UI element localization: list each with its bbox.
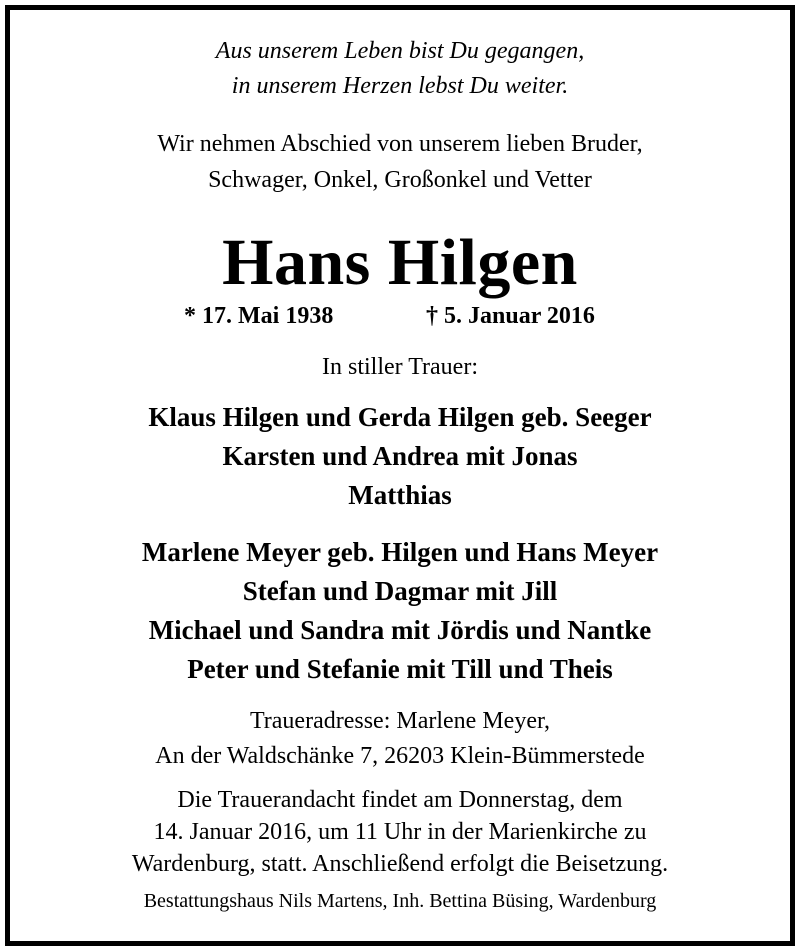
family-line: Marlene Meyer geb. Hilgen und Hans Meyer <box>141 537 659 567</box>
motto-line-1: Aus unserem Leben bist Du gegangen, <box>215 38 585 64</box>
death-date: † 5. Januar 2016 <box>426 303 595 329</box>
family-line: Michael und Sandra mit Jördis und Nantke <box>148 615 652 645</box>
family-line: Matthias <box>348 480 452 510</box>
deceased-name: Hans Hilgen <box>222 226 578 299</box>
service-line-1: Die Trauerandacht findet am Donnerstag, dem <box>177 787 623 813</box>
service-line-2: 14. Januar 2016, um 11 Uhr in der Marienkirche zu <box>153 819 647 845</box>
family-line: Stefan und Dagmar mit Jill <box>242 576 558 606</box>
service-line-3: Wardenburg, statt. Anschließend erfolgt die Beisetzung. <box>131 851 669 877</box>
intro-line-1: Wir nehmen Abschied von unserem lieben Bruder, <box>157 131 643 157</box>
family-line: Karsten und Andrea mit Jonas <box>222 441 578 471</box>
intro-line-2: Schwager, Onkel, Großonkel und Vetter <box>208 167 592 193</box>
undertaker-line: Bestattungshaus Nils Martens, Inh. Bettina Büsing, Wardenburg <box>143 890 657 912</box>
life-dates <box>10 304 790 330</box>
family-line: Peter und Stefanie mit Till und Theis <box>187 654 613 684</box>
family-line: Klaus Hilgen und Gerda Hilgen geb. Seeger <box>148 402 652 432</box>
motto-line-2: in unserem Herzen lebst Du weiter. <box>231 73 569 99</box>
obituary-notice <box>5 5 795 946</box>
mourning-label: In stiller Trauer: <box>322 354 478 380</box>
address-line-1: Traueradresse: Marlene Meyer, <box>249 708 551 734</box>
address-line-2: An der Waldschänke 7, 26203 Klein-Bümmerstede <box>155 743 645 769</box>
birth-date: * 17. Mai 1938 <box>184 303 334 329</box>
